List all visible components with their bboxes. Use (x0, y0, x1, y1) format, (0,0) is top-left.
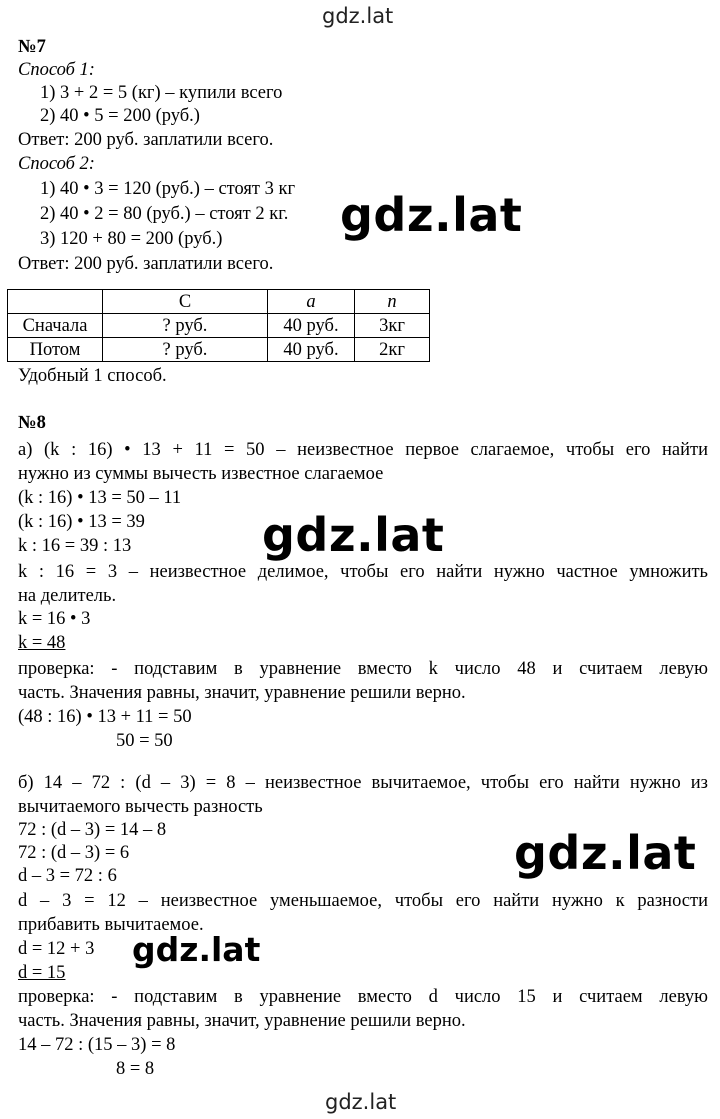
table-cell: 3кг (355, 314, 430, 338)
watermark: gdz.lat (340, 188, 523, 242)
task7-answer2: Ответ: 200 руб. заплатили всего. (18, 254, 274, 274)
task8-b-result: d = 15 (18, 963, 66, 983)
table-cell: n (355, 290, 430, 314)
task8-a-line: (k : 16) • 13 = 50 – 11 (18, 488, 182, 508)
watermark: gdz.lat (132, 930, 264, 969)
watermark-bottom: gdz.lat (325, 1090, 397, 1114)
watermark-top: gdz.lat (322, 4, 394, 28)
table-cell: а (268, 290, 355, 314)
table-cell: 40 руб. (268, 338, 355, 362)
task7-way2-heading: Способ 2: (18, 154, 95, 174)
task8-title: №8 (18, 413, 46, 433)
table-cell: ? руб. (103, 314, 268, 338)
task7-answer1: Ответ: 200 руб. заплатили всего. (18, 130, 274, 150)
task8-b-check-eq: 8 = 8 (116, 1059, 155, 1079)
table-row (8, 314, 430, 338)
task7-title: №7 (18, 37, 46, 57)
watermark: gdz.lat (514, 826, 697, 880)
task8-a-check-eq: (48 : 16) • 13 + 11 = 50 (18, 707, 192, 727)
task8-b-check: проверка: - подставим в уравнение вместо d число 15 и считаем левую (18, 987, 708, 1007)
task8-b-check: часть. Значения равны, значит, уравнение решили верно. (18, 1011, 466, 1031)
task8-b-line: вычитаемого вычесть разность (18, 797, 263, 817)
task8-b-line: d = 12 + 3 (18, 939, 95, 959)
task8-b-line: б) 14 – 72 : (d – 3) = 8 – неизвестное вычитаемое, чтобы его найти нужно из (18, 773, 708, 793)
task7-way2-step2: 2) 40 • 2 = 80 (руб.) – стоят 2 кг. (40, 204, 289, 224)
task8-a-check: часть. Значения равны, значит, уравнение решили верно. (18, 683, 466, 703)
task8-a-check: проверка: - подставим в уравнение вместо k число 48 и считаем левую (18, 659, 708, 679)
table-cell: С (103, 290, 268, 314)
table-cell: ? руб. (103, 338, 268, 362)
task8-a-line: k : 16 = 3 – неизвестное делимое, чтобы его найти нужно частное умножить (18, 562, 708, 582)
task8-a-line: k : 16 = 39 : 13 (18, 536, 132, 556)
task7-way2-step3: 3) 120 + 80 = 200 (руб.) (40, 229, 223, 249)
task8-b-line: 72 : (d – 3) = 6 (18, 843, 130, 863)
task8-a-line: (k : 16) • 13 = 39 (18, 512, 145, 532)
table-cell (8, 290, 103, 314)
task8-b-check-eq: 14 – 72 : (15 – 3) = 8 (18, 1035, 176, 1055)
task8-a-check-eq: 50 = 50 (116, 731, 173, 751)
task8-a-line: нужно из суммы вычесть известное слагаемое (18, 464, 384, 484)
table-header-row (8, 290, 430, 314)
task7-table (7, 289, 430, 362)
task8-a-result: k = 48 (18, 633, 66, 653)
table-cell: Сначала (8, 314, 103, 338)
table-cell: 40 руб. (268, 314, 355, 338)
table-row (8, 338, 430, 362)
task7-way1-heading: Способ 1: (18, 60, 95, 80)
task7-way1-step1: 1) 3 + 2 = 5 (кг) – купили всего (40, 83, 283, 103)
task8-a-line: k = 16 • 3 (18, 609, 91, 629)
task8-b-line: прибавить вычитаемое. (18, 915, 204, 935)
task7-way1-step2: 2) 40 • 5 = 200 (руб.) (40, 106, 200, 126)
task7-way2-step1: 1) 40 • 3 = 120 (руб.) – стоят 3 кг (40, 179, 296, 199)
task8-a-line: а) (k : 16) • 13 + 11 = 50 – неизвестное первое слагаемое, чтобы его найти (18, 440, 708, 460)
task8-b-line: 72 : (d – 3) = 14 – 8 (18, 820, 167, 840)
table-cell: 2кг (355, 338, 430, 362)
task8-a-line: на делитель. (18, 586, 117, 606)
task8-b-line: d – 3 = 12 – неизвестное уменьшаемое, чтобы его найти нужно к разности (18, 891, 708, 911)
task7-conclusion: Удобный 1 способ. (18, 366, 167, 386)
watermark: gdz.lat (262, 508, 445, 562)
task8-b-line: d – 3 = 72 : 6 (18, 866, 117, 886)
table-cell: Потом (8, 338, 103, 362)
